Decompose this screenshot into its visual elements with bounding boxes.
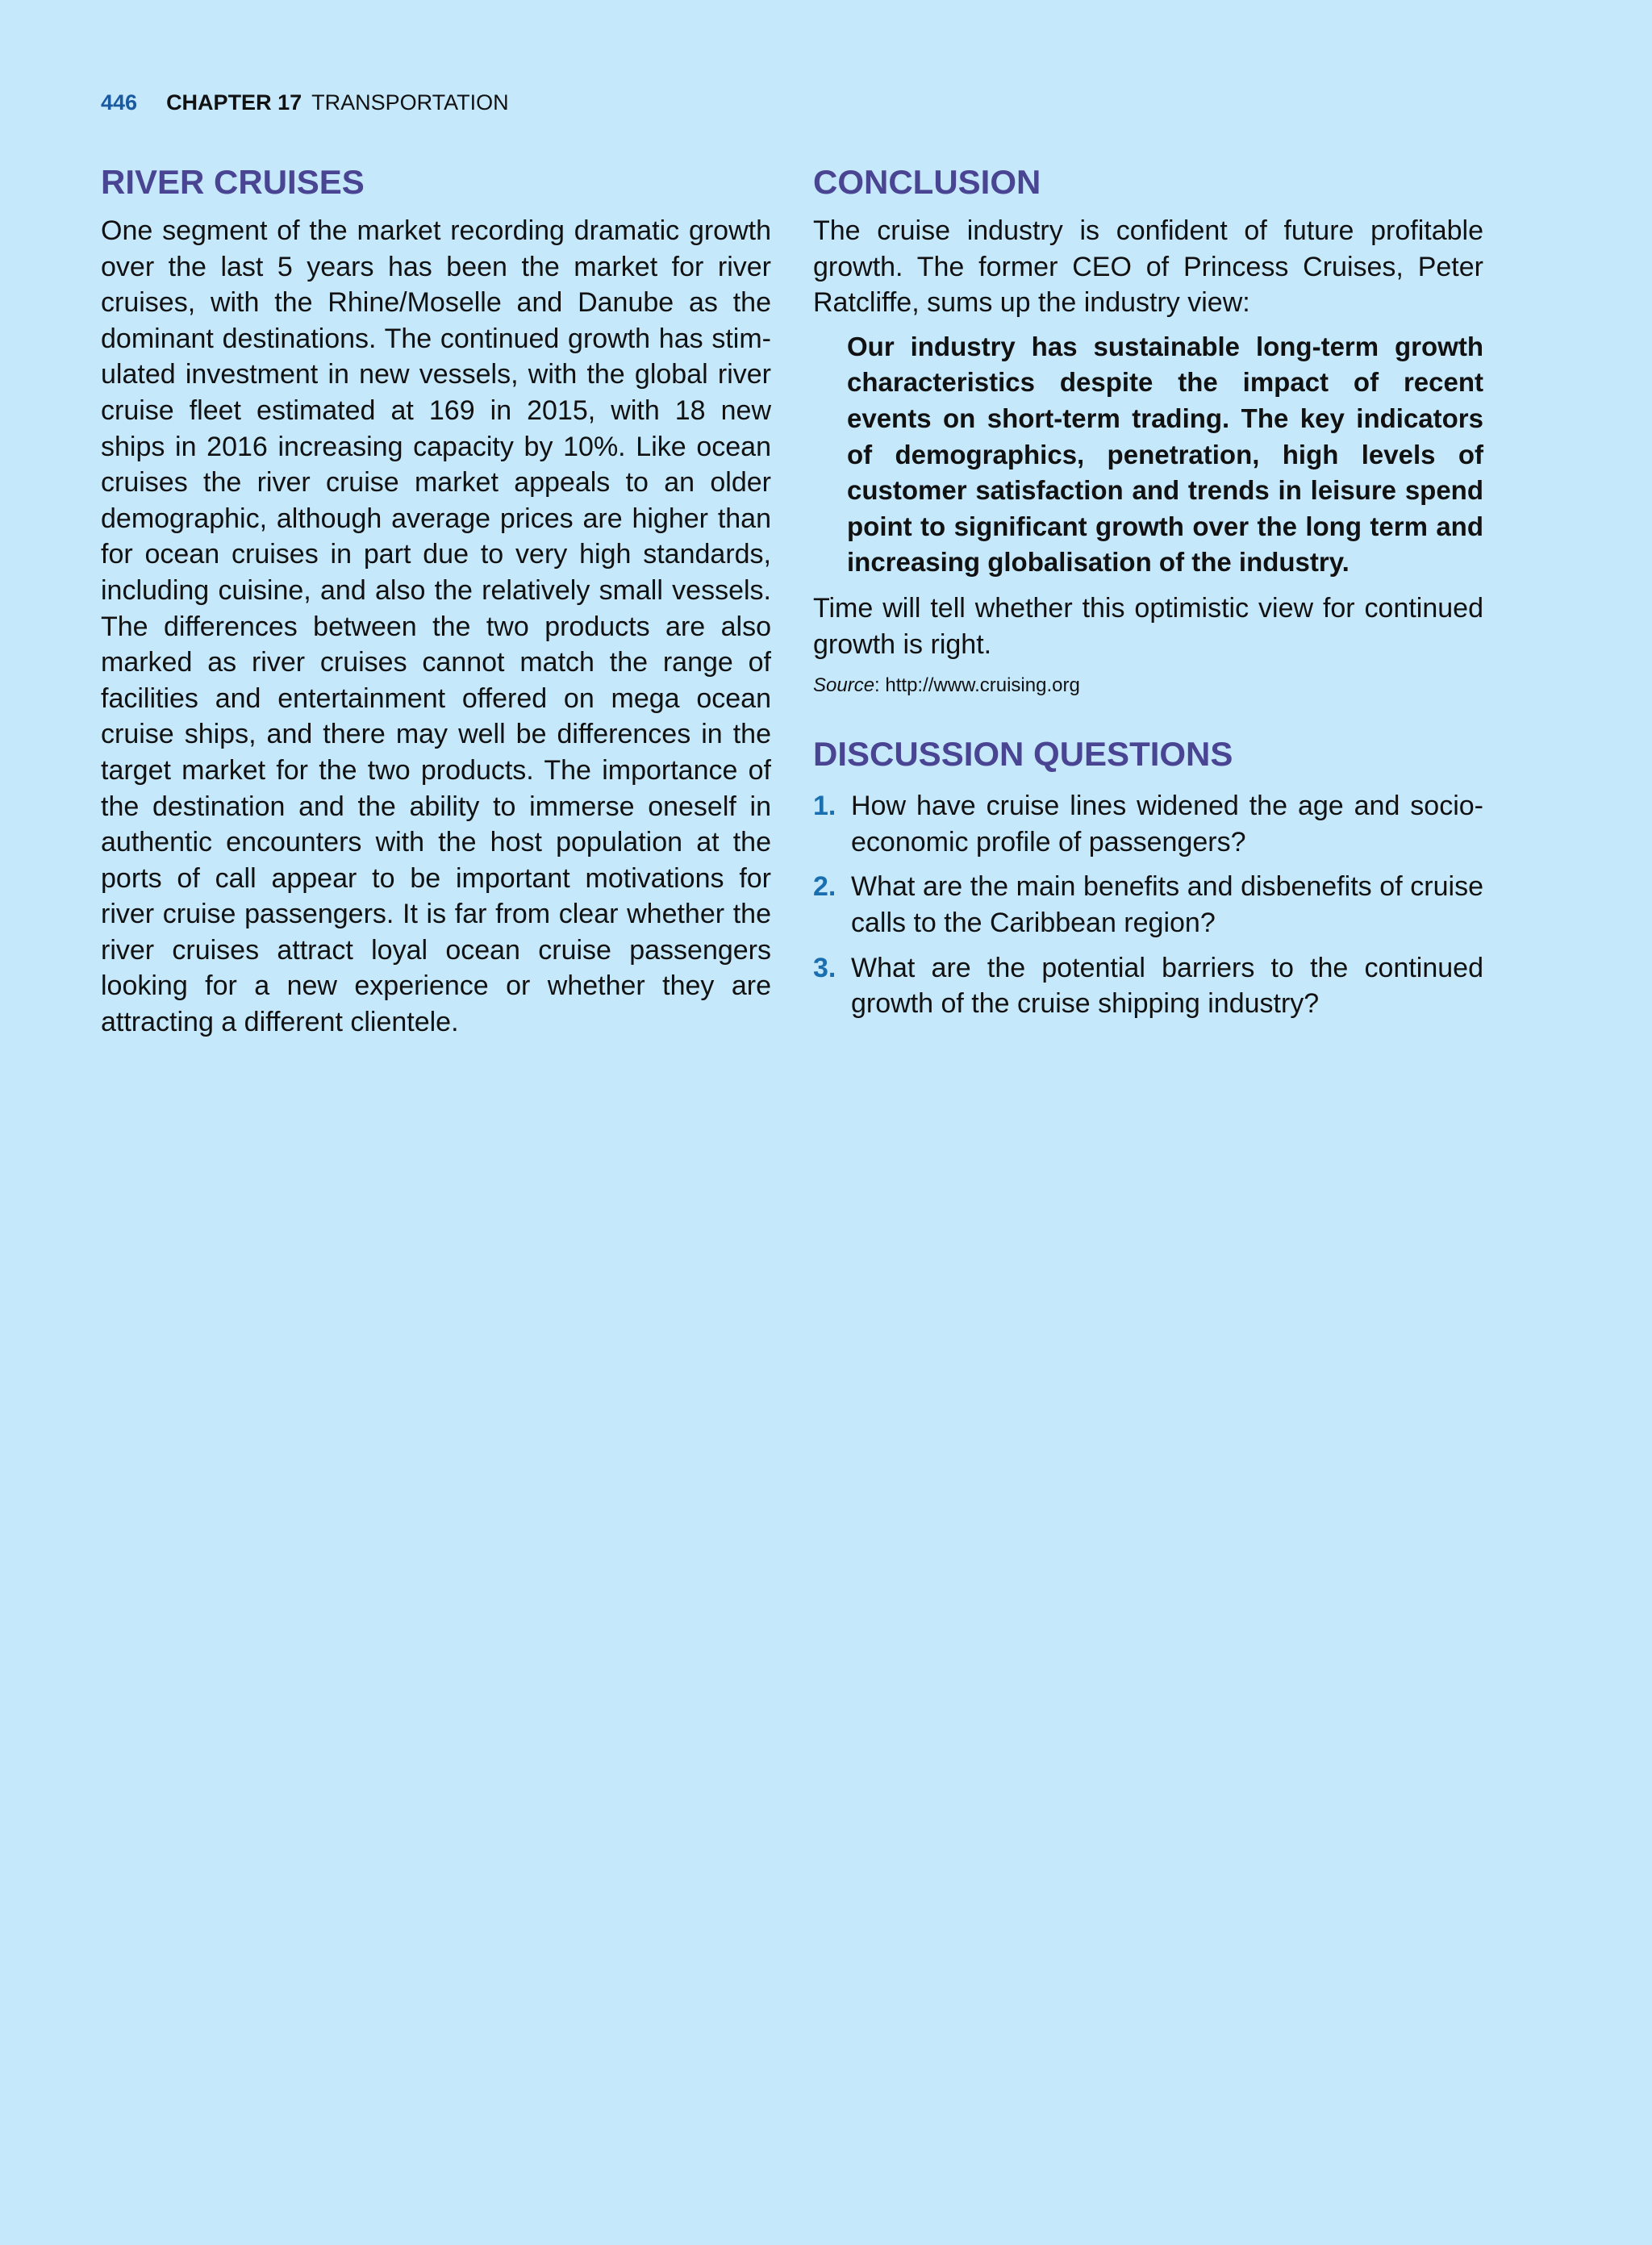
river-cruises-heading: RIVER CRUISES (101, 163, 365, 201)
source-url: : http://www.cruising.org (874, 674, 1080, 697)
page-number: 446 (101, 90, 138, 115)
left-column (101, 158, 771, 1041)
source-citation (813, 674, 1483, 698)
question-item (813, 950, 1483, 1022)
chapter-label: CHAPTER 17 (166, 90, 302, 115)
conclusion-heading: CONCLUSION (813, 163, 1041, 201)
discussion-questions-heading: DISCUSSION QUESTIONS (813, 735, 1233, 774)
question-item (813, 869, 1483, 941)
right-column (813, 158, 1483, 1031)
question-text: What are the potential barriers to the continued growth of the cruise shipping industry? (851, 952, 1483, 1020)
question-number: 3. (813, 952, 836, 983)
question-item (813, 788, 1483, 860)
question-number: 1. (813, 791, 836, 822)
question-text: What are the main benefits and disbenefits of cruise calls to the Caribbean region? (851, 871, 1483, 938)
river-cruises-paragraph: One segment of the market recording dramatic growth over the last 5 years has been the market for river cruises, with the Rhine/Moselle and Danube as the dominant destinations. The continued growth has stimulated investment in new vessels, with the global river cruise fleet estimated at 169 in 2015, with 18 new ships in 2016 increasing capacity by 10%. Like ocean cruises the river cruise market appeals to an older demographic, although average prices are higher than for ocean cruises in part due to very high standards, including cuisine, and also the relatively small vessels. The differences between the two products are also marked as river cruises cannot match the range of facilities and entertainment offered on mega ocean cruise ships, and there may well be differences in the target market for the two products. The importance of the destination and the ability to immerse oneself in authentic encounters with the host population at the ports of call appear to be important motivations for river cruise passengers. It is far from clear whether the river cruises attract loyal ocean cruise passengers looking for a new experience or whether they are attracting a different clientele. (101, 215, 771, 1038)
running-head (101, 89, 509, 116)
discussion-questions-list (813, 788, 1483, 1022)
source-label: Source (813, 674, 875, 697)
conclusion-intro: The cruise industry is confident of future profitable growth. The former CEO of Princess Cruises, Peter Ratcliffe, sums up the industry view: (813, 215, 1483, 319)
chapter-title: TRANSPORTATION (311, 90, 509, 115)
question-text: How have cruise lines widened the age and socio-economic profile of passengers? (851, 791, 1483, 858)
question-number: 2. (813, 871, 836, 903)
conclusion-closing: Time will tell whether this optimistic view for continued growth is right. (813, 592, 1483, 660)
industry-quote: Our industry has sustainable long-term growth characteristics despite the impact of recent events on short-term trading. The key indicators of demographics, penetration, high levels of customer satisfaction and trends in leisure spend point to significant growth over the long term and increasing globalisation of the industry. (847, 331, 1483, 578)
